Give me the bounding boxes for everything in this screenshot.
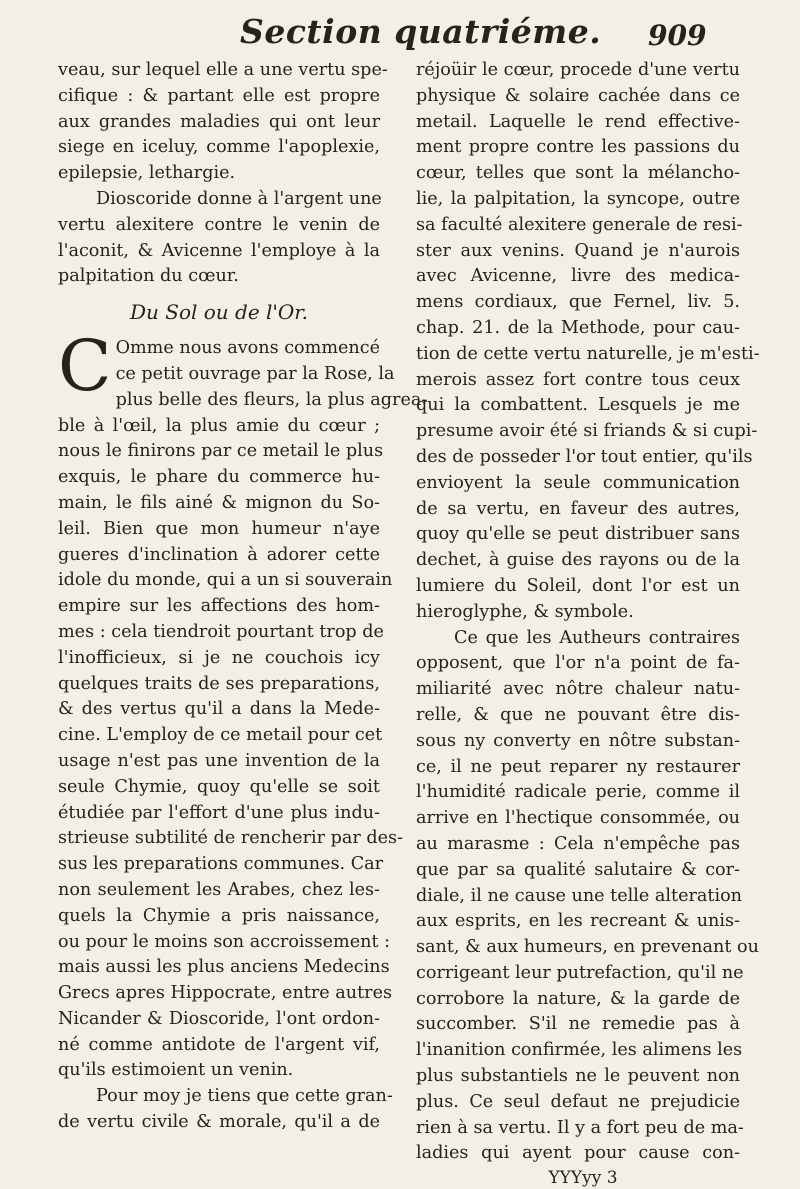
text-line: miliarité avec nôtre chaleur natu-: [416, 679, 740, 700]
text-line: plus. Ce seul defaut ne prejudicie: [416, 1091, 740, 1112]
text-line: ce, il ne peut reparer ny restaurer: [416, 756, 740, 777]
text-line: sous ny converty en nôtre substan-: [416, 730, 740, 751]
text-line: rien à sa vertu. Il y a fort peu de ma-: [416, 1117, 744, 1138]
text-line: ble à l'œil, la plus amie du cœur ;: [58, 415, 380, 436]
text-line: nous le finirons par ce metail le plus: [58, 441, 384, 462]
text-line: envioyent la seule communication: [416, 472, 740, 493]
text-line: ladies qui ayent pour cause con-: [416, 1143, 740, 1164]
text-line: empire sur les affections des hom-: [58, 596, 380, 617]
text-line: plus substantiels ne le peuvent non: [416, 1066, 740, 1087]
text-line: ce petit ouvrage par la Rose, la: [115, 363, 395, 384]
text-line: presume avoir été si friands & si cupi-: [416, 421, 758, 442]
text-line: qui la combattent. Lesquels je me: [416, 395, 740, 416]
text-line: de sa vertu, en faveur des autres,: [416, 498, 740, 519]
page-number: 909: [648, 19, 707, 52]
text-line: Dioscoride donne à l'argent une: [96, 188, 382, 209]
text-line: quoy qu'elle se peut distribuer sans: [416, 524, 740, 545]
text-line: chap. 21. de la Methode, pour cau-: [416, 317, 740, 338]
text-line: diale, il ne cause une telle alteration: [416, 885, 743, 906]
text-line: lie, la palpitation, la syncope, outre: [416, 188, 740, 209]
text-line: Omme nous avons commencé: [115, 338, 381, 359]
text-line: mes : cela tiendroit pourtant trop de: [58, 621, 384, 642]
text-line: Ce que les Autheurs contraires: [454, 627, 740, 648]
text-line: cifique : & partant elle est propre: [58, 85, 380, 106]
text-line: sus les preparations communes. Car: [58, 854, 384, 875]
text-line: de vertu civile & morale, qu'il a de: [58, 1112, 380, 1133]
running-title: Section quatriéme.: [240, 12, 602, 51]
text-line: aux esprits, en les recreant & unis-: [416, 911, 740, 932]
text-line: strieuse subtilité de rencherir par des-: [58, 828, 404, 849]
text-line: ster aux venins. Quand je n'aurois: [416, 240, 740, 261]
text-line: Grecs apres Hippocrate, entre autres: [58, 983, 393, 1004]
text-line: opposent, que l'or n'a point de fa-: [416, 653, 740, 674]
paragraph-rejouir: [416, 58, 760, 626]
text-line: que par sa qualité salutaire & cor-: [416, 859, 740, 880]
text-line: mais aussi les plus anciens Medecins: [58, 957, 390, 978]
text-line: quels la Chymie a pris naissance,: [58, 905, 380, 926]
text-line: metail. Laquelle le rend effective-: [416, 111, 740, 132]
text-line: idole du monde, qui a un si souverain: [58, 570, 393, 591]
text-line: cine. L'employ de ce metail pour cet: [58, 725, 383, 746]
text-line: palpitation du cœur.: [58, 266, 239, 287]
text-line: plus belle des fleurs, la plus agrea-: [115, 389, 428, 410]
paragraph-veau: [58, 58, 388, 187]
text-line: tion de cette vertu naturelle, je m'esti-: [416, 343, 760, 364]
text-line: main, le fils ainé & mignon du So-: [58, 492, 380, 513]
signature-catchwords: YYYyy 3: [548, 1168, 618, 1189]
text-line: siege en iceluy, comme l'apoplexie,: [58, 137, 380, 158]
paragraph-dioscoride: [58, 187, 380, 290]
text-line: dechet, à guise des rayons ou de la: [416, 550, 740, 571]
right-column: [416, 58, 760, 1189]
text-line: gueres d'inclination à adorer cette: [58, 544, 380, 565]
text-line: veau, sur lequel elle a une vertu spe-: [58, 60, 388, 80]
text-line: sant, & aux humeurs, en prevenant ou: [416, 937, 759, 958]
paragraph-pour-moy: [58, 1084, 393, 1136]
text-line: corrigeant leur putrefaction, qu'il ne: [416, 962, 744, 983]
text-line: réjoüir le cœur, procede d'une vertu: [416, 60, 740, 80]
text-line: au marasme : Cela n'empêche pas: [416, 833, 740, 854]
text-line: merois assez fort contre tous ceux: [416, 369, 740, 390]
text-line: Nicander & Dioscoride, l'ont ordon-: [58, 1008, 380, 1029]
drop-cap: C: [58, 325, 112, 408]
text-line: sa faculté alexitere generale de resi-: [416, 214, 743, 235]
text-line: leil. Bien que mon humeur n'aye: [58, 518, 380, 539]
text-line: l'inanition confirmée, les alimens les: [416, 1040, 743, 1061]
text-line: succomber. S'il ne remedie pas à: [416, 1014, 740, 1035]
page-header: [0, 8, 800, 56]
text-line: mens cordiaux, que Fernel, liv. 5.: [416, 292, 740, 313]
text-line: vertu alexitere contre le venin de: [58, 214, 380, 235]
text-line: arrive en l'hectique consommée, ou: [416, 808, 740, 829]
text-line: aux grandes maladies qui ont leur: [58, 111, 380, 132]
text-line: ou pour le moins son accroissement :: [58, 931, 391, 952]
text-line: né comme antidote de l'argent vif,: [58, 1034, 380, 1055]
text-line: lumiere du Soleil, dont l'or est un: [416, 575, 740, 596]
text-line: avec Avicenne, livre des medica-: [416, 266, 740, 287]
text-line: l'humidité radicale perie, comme il: [416, 782, 740, 803]
text-line: epilepsie, lethargie.: [58, 163, 236, 184]
paragraph-or: [58, 325, 428, 1084]
text-line: corrobore la nature, & la garde de: [416, 988, 740, 1009]
text-line: physique & solaire cachée dans ce: [416, 85, 740, 106]
text-line: relle, & que ne pouvant être dis-: [416, 704, 740, 725]
text-line: Pour moy je tiens que cette gran-: [96, 1086, 393, 1107]
text-line: seule Chymie, quoy qu'elle se soit: [58, 776, 380, 797]
section-heading: Du Sol ou de l'Or.: [129, 300, 309, 325]
text-line: exquis, le phare du commerce hu-: [58, 467, 380, 488]
paragraph-ce-que: [416, 626, 759, 1168]
text-line: quelques traits de ses preparations,: [58, 673, 380, 694]
text-line: usage n'est pas une invention de la: [58, 750, 380, 771]
text-line: hieroglyphe, & symbole.: [416, 601, 634, 622]
text-line: l'inofficieux, si je ne couchois icy: [58, 647, 380, 668]
text-line: non seulement les Arabes, chez les-: [58, 879, 380, 900]
text-line: cœur, telles que sont la mélancho-: [416, 163, 740, 184]
text-line: qu'ils estimoient un venin.: [58, 1060, 294, 1081]
text-line: l'aconit, & Avicenne l'employe à la: [58, 240, 380, 261]
text-line: ment propre contre les passions du: [416, 137, 740, 158]
left-column: [58, 58, 428, 1136]
text-line: étudiée par l'effort d'une plus indu-: [58, 802, 380, 823]
text-line: des de posseder l'or tout entier, qu'ils: [416, 446, 753, 467]
text-line: & des vertus qu'il a dans la Mede-: [58, 699, 380, 720]
